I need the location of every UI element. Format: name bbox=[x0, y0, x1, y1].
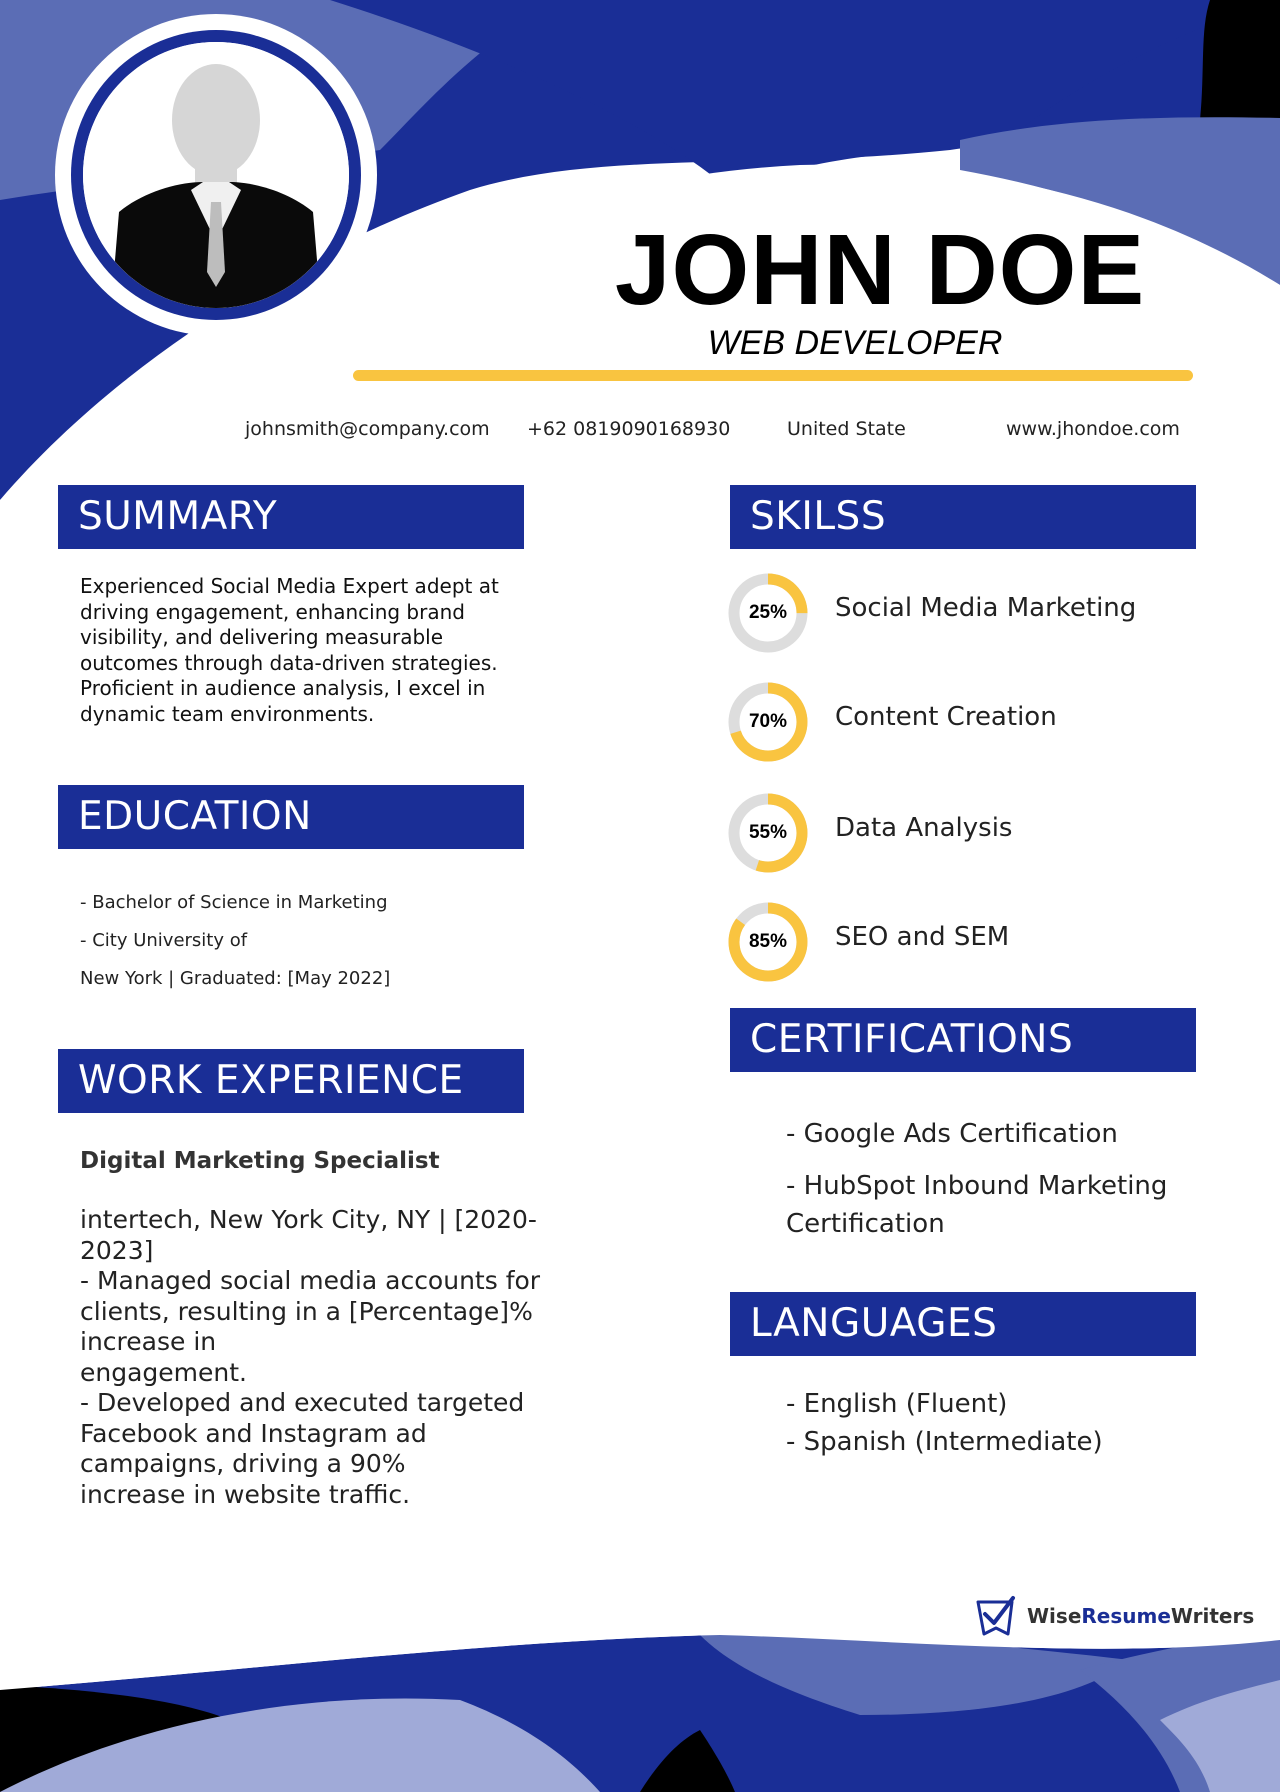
skill-percent: 70% bbox=[748, 711, 788, 732]
brand-logo-text bbox=[1027, 1604, 1254, 1628]
work-line: - Developed and executed targeted bbox=[80, 1388, 525, 1417]
brand-logo bbox=[973, 1592, 1255, 1642]
skill-item bbox=[726, 571, 1206, 655]
work-line: increase in bbox=[80, 1327, 217, 1356]
work-job-title: Digital Marketing Specialist bbox=[80, 1148, 440, 1174]
brand-logo-part: Resume bbox=[1081, 1604, 1171, 1628]
skill-name: SEO and SEM bbox=[835, 922, 1010, 952]
skill-percent: 85% bbox=[748, 931, 788, 952]
summary-text bbox=[80, 574, 520, 727]
brand-logo-part: Wise bbox=[1027, 1604, 1082, 1628]
languages-heading: LANGUAGES bbox=[730, 1292, 1196, 1356]
work-line: intertech, New York City, NY | [2020- bbox=[80, 1205, 537, 1234]
summary-line: driving engagement, enhancing brand bbox=[80, 599, 465, 624]
skill-item bbox=[726, 680, 1206, 764]
skill-item bbox=[726, 900, 1206, 984]
job-title: WEB DEVELOPER bbox=[707, 324, 1003, 362]
avatar-silhouette-icon bbox=[83, 42, 349, 308]
education-line: - City University of bbox=[80, 930, 248, 951]
certification-item: Certification bbox=[786, 1209, 945, 1239]
summary-heading: SUMMARY bbox=[58, 485, 524, 549]
work-experience-heading: WORK EXPERIENCE bbox=[58, 1049, 524, 1113]
education-heading: EDUCATION bbox=[58, 785, 524, 849]
contact-website[interactable]: www.jhondoe.com bbox=[1006, 418, 1180, 440]
work-line: increase in website traffic. bbox=[80, 1479, 411, 1509]
skill-item bbox=[726, 791, 1206, 875]
brand-logo-part: Writers bbox=[1170, 1604, 1255, 1628]
summary-line: Experienced Social Media Expert adept at bbox=[80, 574, 499, 598]
certifications-heading: CERTIFICATIONS bbox=[730, 1008, 1196, 1072]
contact-email[interactable]: johnsmith@company.com bbox=[245, 418, 490, 440]
education-line: - Bachelor of Science in Marketing bbox=[80, 892, 388, 913]
certification-item: - Google Ads Certification bbox=[786, 1119, 1118, 1149]
skill-name: Content Creation bbox=[835, 702, 1057, 732]
summary-line: visibility, and delivering measurable bbox=[80, 625, 444, 649]
skill-percent: 25% bbox=[748, 602, 788, 623]
profile-photo bbox=[83, 42, 349, 308]
certification-item: - HubSpot Inbound Marketing bbox=[786, 1171, 1168, 1201]
contact-phone: +62 0819090168930 bbox=[527, 418, 731, 440]
summary-line: outcomes through data-driven strategies. bbox=[80, 650, 498, 675]
summary-line: dynamic team environments. bbox=[80, 701, 375, 726]
skill-name: Social Media Marketing bbox=[835, 593, 1137, 623]
work-line: engagement. bbox=[80, 1357, 247, 1387]
language-item: - Spanish (Intermediate) bbox=[786, 1427, 1103, 1457]
work-line: Facebook and Instagram ad bbox=[80, 1418, 427, 1448]
work-description bbox=[80, 1205, 580, 1510]
skills-heading: SKILSS bbox=[730, 485, 1196, 549]
work-line: - Managed social media accounts for bbox=[80, 1266, 541, 1295]
education-line: New York | Graduated: [May 2022] bbox=[80, 968, 391, 989]
skill-name: Data Analysis bbox=[835, 813, 1013, 843]
title-underline bbox=[353, 370, 1193, 381]
work-line: campaigns, driving a 90% bbox=[80, 1449, 406, 1478]
work-line: 2023] bbox=[80, 1235, 154, 1265]
work-line: clients, resulting in a [Percentage]% bbox=[80, 1296, 533, 1326]
checkmark-book-icon bbox=[973, 1594, 1019, 1640]
skill-percent: 55% bbox=[748, 822, 788, 843]
contact-location: United State bbox=[787, 418, 906, 440]
summary-line: Proficient in audience analysis, I excel in bbox=[80, 676, 486, 700]
candidate-name: JOHN DOE bbox=[614, 214, 1146, 326]
language-item: - English (Fluent) bbox=[786, 1389, 1008, 1419]
